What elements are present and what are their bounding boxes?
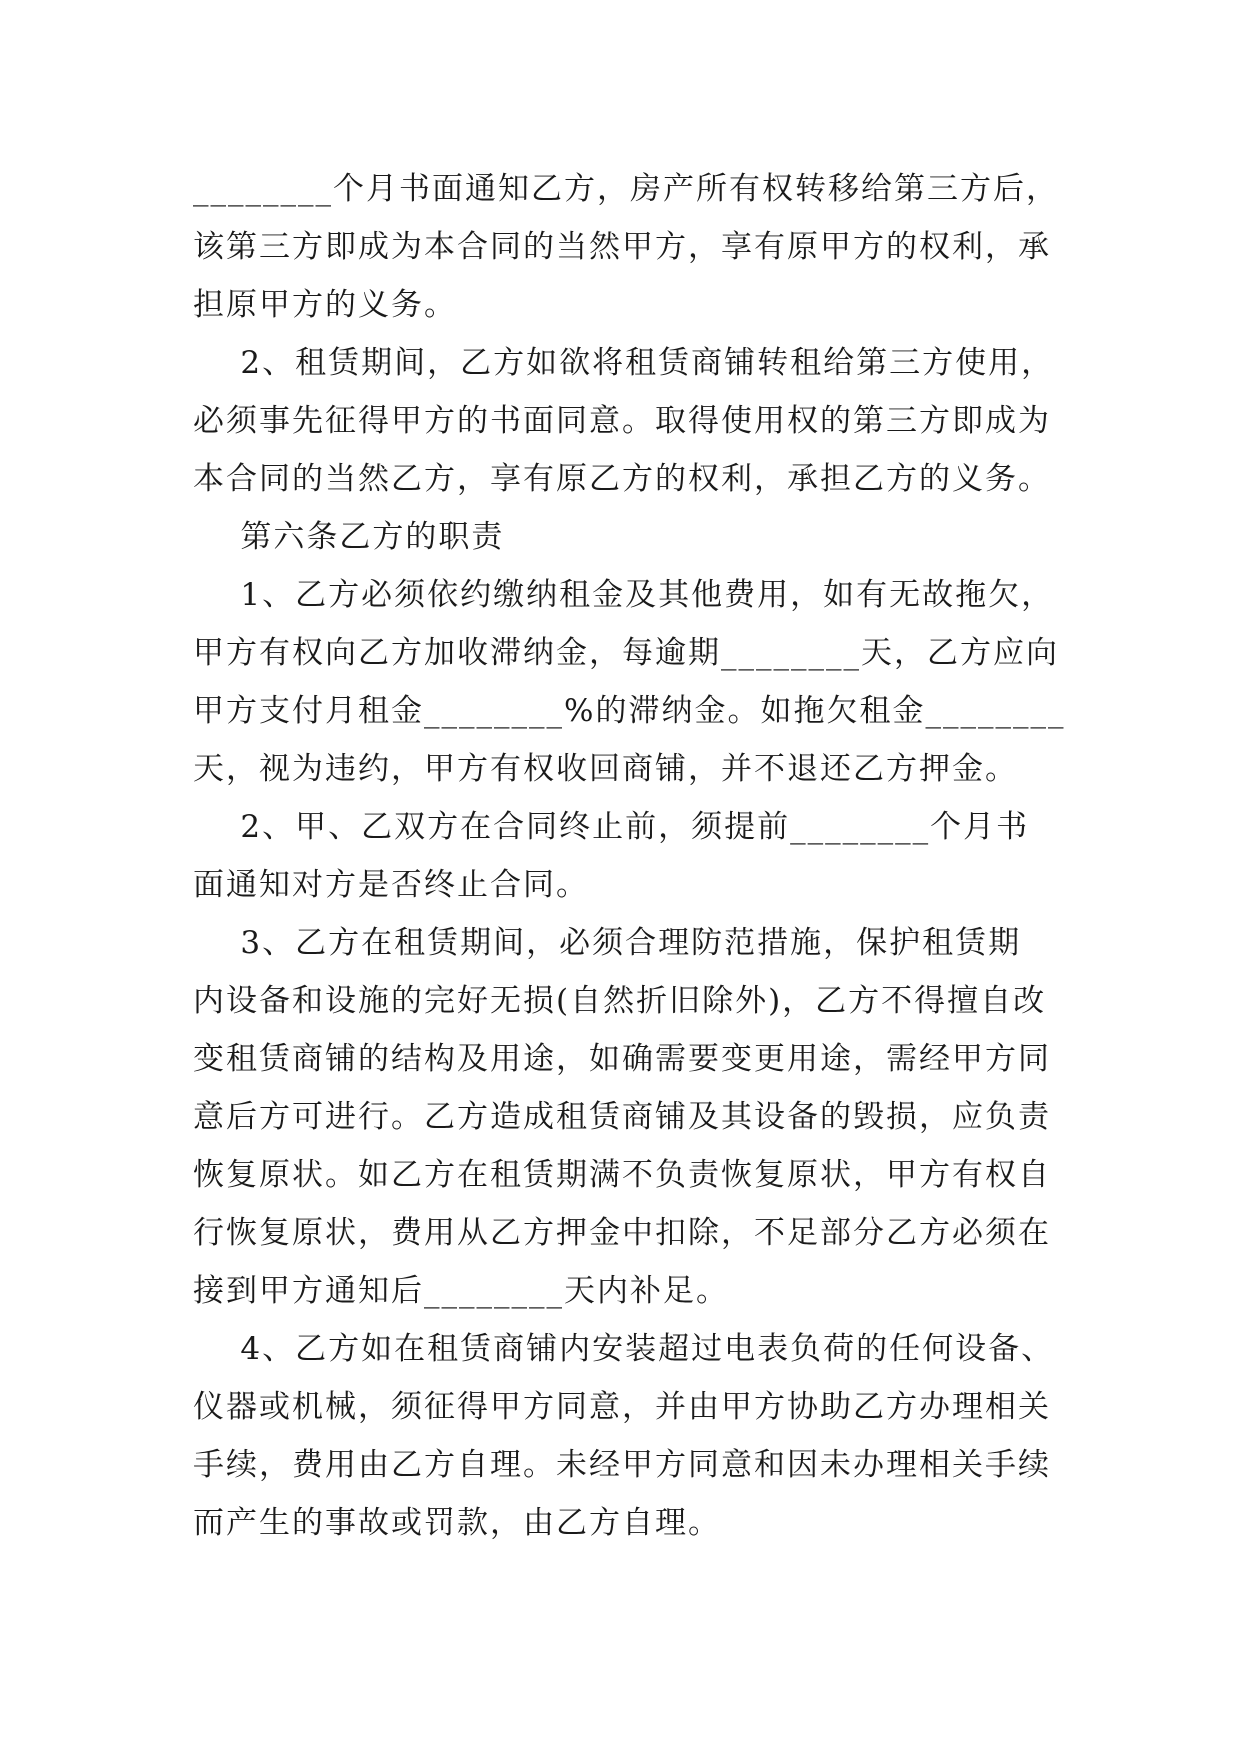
document-page bbox=[193, 160, 1066, 1552]
text-line: 该第三方即成为本合同的当然甲方，享有原甲方的权利，承 bbox=[193, 229, 1051, 265]
text-line: 本合同的当然乙方，享有原乙方的权利，承担乙方的义务。 bbox=[193, 461, 1051, 497]
paragraph-maintenance bbox=[193, 914, 1053, 1320]
text-line: 而产生的事故或罚款，由乙方自理。 bbox=[193, 1505, 721, 1541]
paragraph-equipment bbox=[193, 1320, 1053, 1552]
text-line: 1、乙方必须依约缴纳租金及其他费用，如有无故拖欠， bbox=[193, 577, 1055, 613]
text-line: 行恢复原状，费用从乙方押金中扣除，不足部分乙方必须在 bbox=[193, 1215, 1051, 1251]
text-line: ________个月书面通知乙方，房产所有权转移给第三方后， bbox=[193, 171, 1059, 207]
text-line: 必须事先征得甲方的书面同意。取得使用权的第三方即成为 bbox=[193, 403, 1051, 439]
paragraph-termination-notice bbox=[193, 798, 1053, 914]
text-line: 天，视为违约，甲方有权收回商铺，并不退还乙方押金。 bbox=[193, 751, 1018, 787]
text-line: 恢复原状。如乙方在租赁期满不负责恢复原状，甲方有权自 bbox=[193, 1157, 1051, 1193]
text-line: 手续，费用由乙方自理。未经甲方同意和因未办理相关手续 bbox=[193, 1447, 1051, 1483]
text-line: 意后方可进行。乙方造成租赁商铺及其设备的毁损，应负责 bbox=[193, 1099, 1051, 1135]
paragraph-rent-payment bbox=[193, 566, 1066, 798]
text-line: 甲方支付月租金________%的滞纳金。如拖欠租金________ bbox=[193, 693, 1066, 729]
text-line: 接到甲方通知后________天内补足。 bbox=[193, 1273, 729, 1309]
paragraph-sublease bbox=[193, 334, 1053, 508]
text-line: 仪器或机械，须征得甲方同意，并由甲方协助乙方办理相关 bbox=[193, 1389, 1051, 1425]
section-heading bbox=[193, 508, 1053, 566]
text-line: 3、乙方在租赁期间，必须合理防范措施，保护租赁期 bbox=[193, 925, 1022, 961]
paragraph-continuation bbox=[193, 160, 1059, 334]
text-line: 4、乙方如在租赁商铺内安装超过电表负荷的任何设备、 bbox=[193, 1331, 1055, 1367]
text-line: 内设备和设施的完好无损(自然折旧除外)，乙方不得擅自改 bbox=[193, 983, 1047, 1019]
section-title: 第六条乙方的职责 bbox=[193, 519, 505, 555]
text-line: 担原甲方的义务。 bbox=[193, 287, 457, 323]
text-line: 2、租赁期间，乙方如欲将租赁商铺转租给第三方使用， bbox=[193, 345, 1055, 381]
text-line: 甲方有权向乙方加收滞纳金，每逾期________天，乙方应向 bbox=[193, 635, 1059, 671]
text-line: 2、甲、乙双方在合同终止前，须提前________个月书 bbox=[193, 809, 1030, 845]
text-line: 变租赁商铺的结构及用途，如确需要变更用途，需经甲方同 bbox=[193, 1041, 1051, 1077]
text-line: 面通知对方是否终止合同。 bbox=[193, 867, 589, 903]
